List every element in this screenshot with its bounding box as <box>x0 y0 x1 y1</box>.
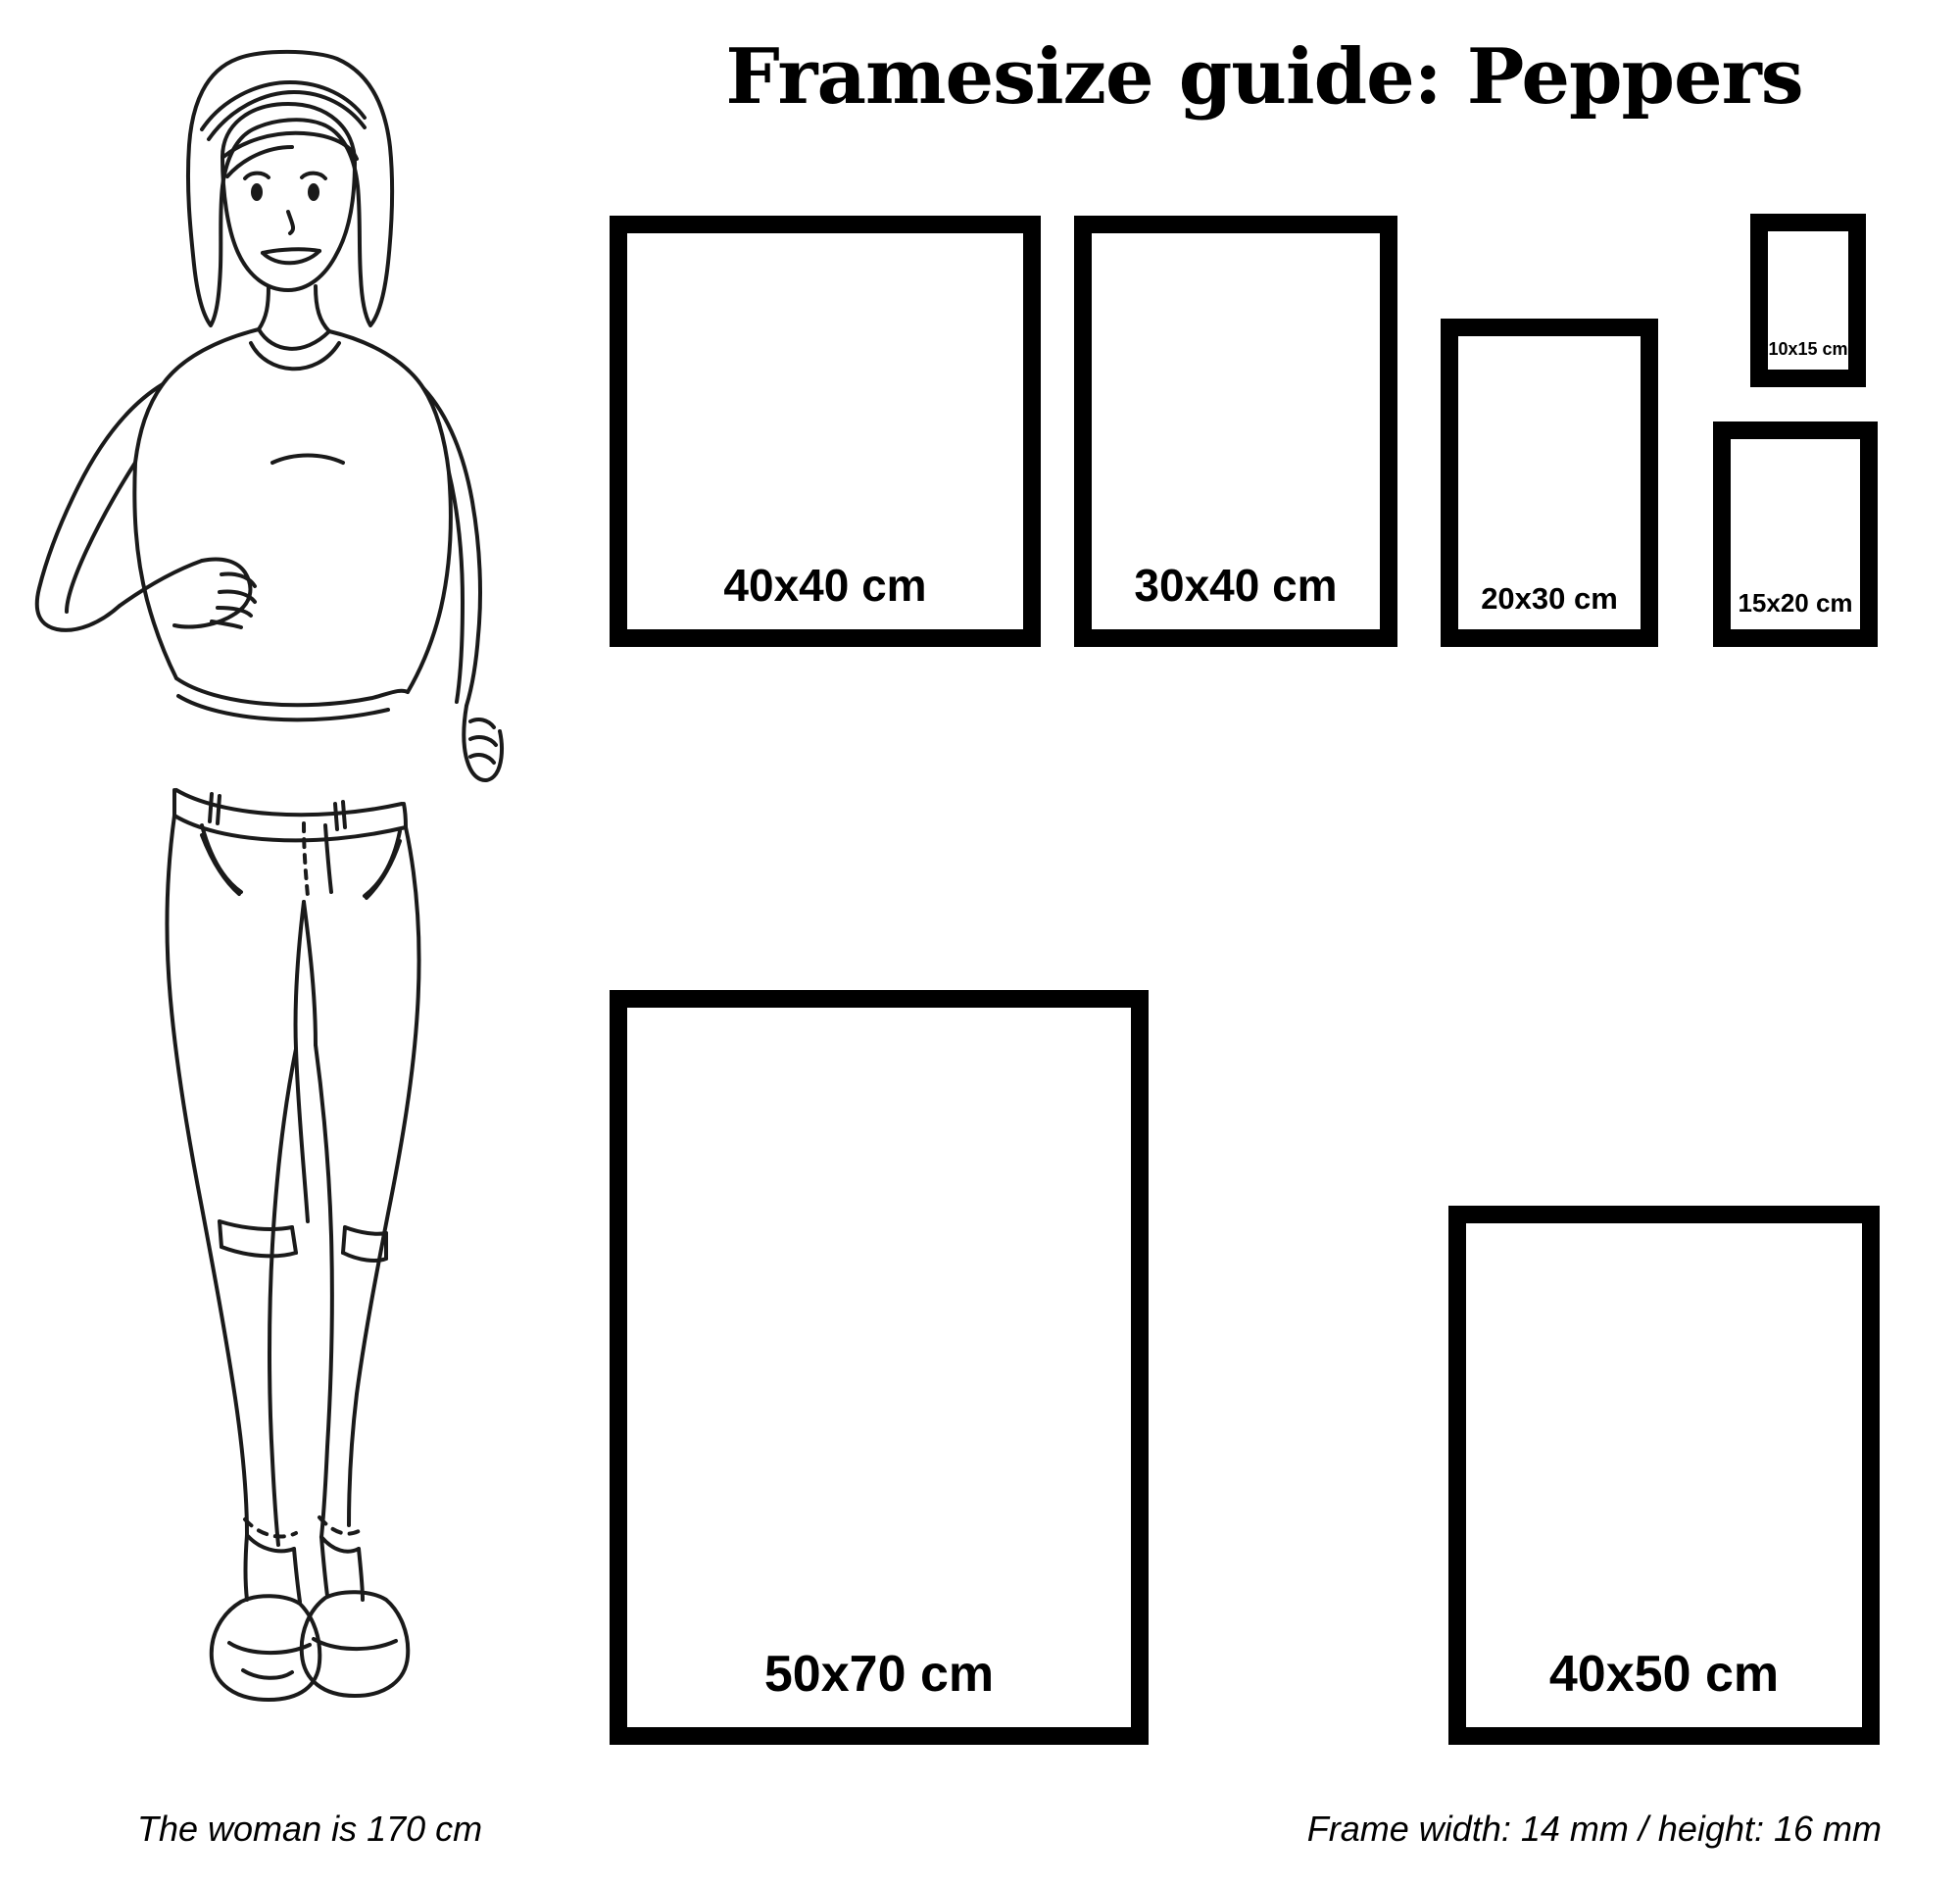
frame-dimension-caption: Frame width: 14 mm / height: 16 mm <box>1306 1809 1882 1849</box>
frame-label-10x15: 10x15 cm <box>1768 339 1848 359</box>
frame-label-50x70: 50x70 cm <box>763 1646 995 1703</box>
frame-30x40 <box>1074 216 1397 647</box>
frame-15x20 <box>1713 421 1878 647</box>
frame-label-40x50: 40x50 cm <box>1548 1646 1780 1703</box>
frame-label-30x40: 30x40 cm <box>1134 560 1338 611</box>
page-title: Framesize guide: Peppers <box>725 32 1803 122</box>
frame-label-15x20: 15x20 cm <box>1738 588 1853 618</box>
frame-label-20x30: 20x30 cm <box>1481 581 1618 616</box>
frame-label-40x40: 40x40 cm <box>723 560 927 611</box>
frame-40x50 <box>1448 1206 1880 1745</box>
frame-40x40 <box>610 216 1041 647</box>
woman-height-caption: The woman is 170 cm <box>137 1809 483 1849</box>
frame-50x70 <box>610 990 1149 1745</box>
woman-figure-illustration <box>10 20 598 1774</box>
frame-10x15 <box>1750 214 1866 387</box>
frame-20x30 <box>1441 319 1658 647</box>
